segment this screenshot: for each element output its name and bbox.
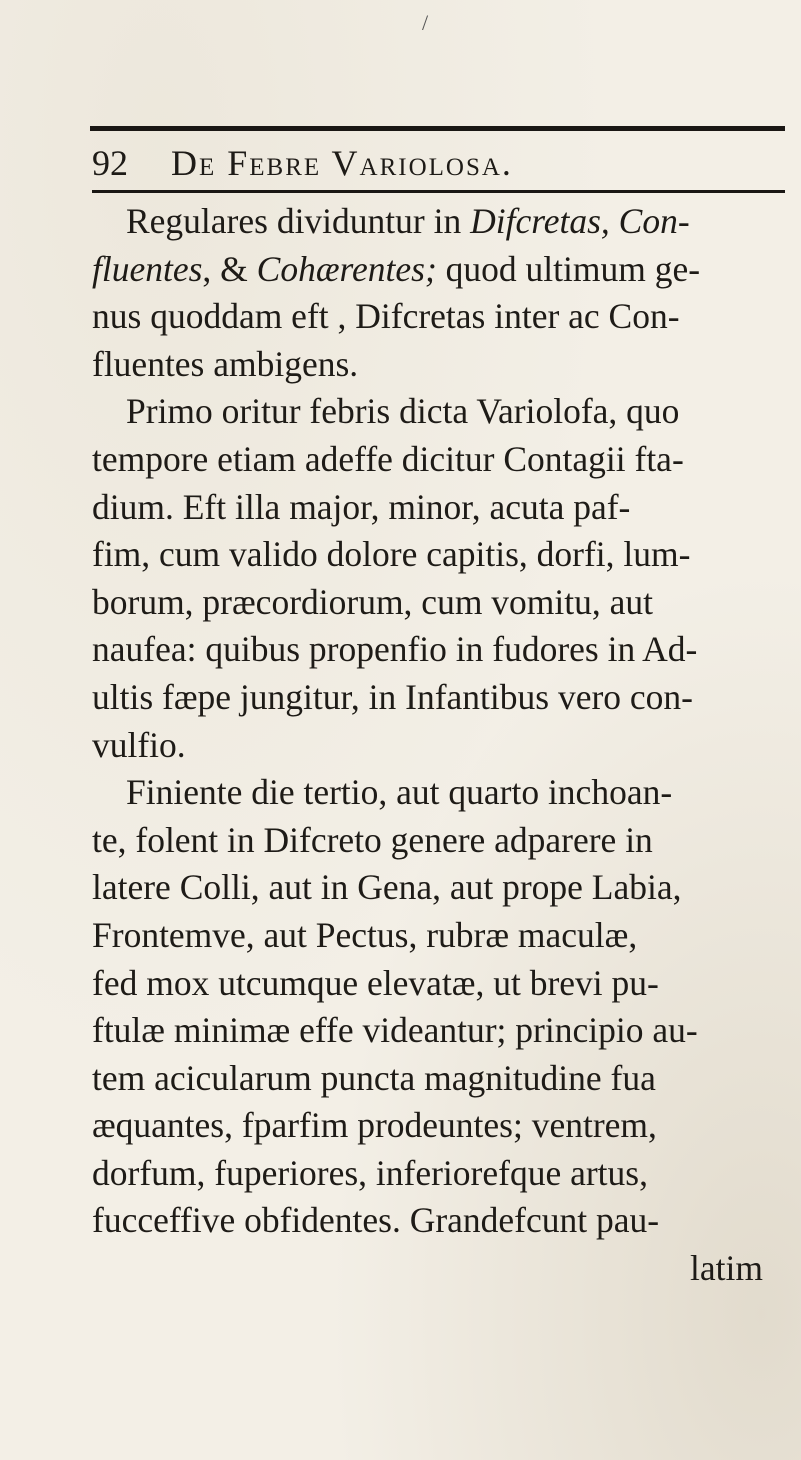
text-segment: , & — [202, 248, 257, 289]
text-line: fed mox utcumque elevatæ, ut brevi pu- — [92, 962, 659, 1003]
italic-segment: fluentes — [92, 248, 203, 289]
italic-segment: Cohærentes; — [256, 248, 437, 289]
corner-mark: / — [422, 10, 429, 35]
text-line: Primo oritur febris dicta Variolofa, quo — [126, 391, 680, 432]
text-line: æquantes, fparfim prodeuntes; ventrem, — [92, 1105, 657, 1146]
header-rule-bottom — [92, 190, 785, 193]
text-line: Finiente die tertio, aut quarto inchoan- — [126, 772, 673, 813]
text-line: fucceffive obfidentes. Grandefcunt pau- — [92, 1200, 660, 1241]
text-line: fluentes ambigens. — [92, 343, 359, 384]
text-line: nus quoddam eft , Difcretas inter ac Con- — [92, 296, 680, 337]
text-line: borum, præcordiorum, cum vomitu, aut — [92, 581, 654, 622]
text-line: dorfum, fuperiores, inferiorefque artus, — [92, 1152, 648, 1193]
text-line: tempore etiam adeffe dicitur Contagii fta- — [92, 438, 684, 479]
page-number: 92 — [92, 143, 128, 183]
text-segment: Regulares dividuntur in — [126, 201, 471, 241]
text-line: ultis fæpe jungitur, in Infantibus vero con- — [92, 676, 693, 717]
text-line: vulfio. — [92, 724, 186, 765]
text-line: te, folent in Difcreto genere adparere in — [92, 819, 653, 860]
text-line — [92, 198, 792, 246]
text-line: naufea: quibus propenfio in fudores in Ad- — [92, 629, 698, 670]
header-rule-top — [90, 126, 785, 131]
italic-segment: Difcretas, Con- — [470, 201, 690, 241]
body-text — [92, 198, 792, 1293]
running-header — [92, 140, 782, 186]
text-line: fim, cum valido dolore capitis, dorfi, lum- — [92, 534, 691, 575]
text-line: Frontemve, aut Pectus, rubræ maculæ, — [92, 914, 638, 955]
running-title: De Febre Variolosa. — [171, 143, 513, 183]
text-line: latere Colli, aut in Gena, aut prope Labia, — [92, 867, 682, 908]
text-segment: quod ultimum ge- — [436, 248, 701, 289]
text-line: tem acicularum puncta magnitudine fua — [92, 1057, 656, 1098]
text-line: ftulæ minimæ effe videantur; principio au- — [92, 1010, 698, 1051]
text-line: dium. Eft illa major, minor, acuta paf- — [92, 486, 631, 527]
text-line — [92, 246, 792, 294]
text-line: latim — [690, 1248, 763, 1289]
